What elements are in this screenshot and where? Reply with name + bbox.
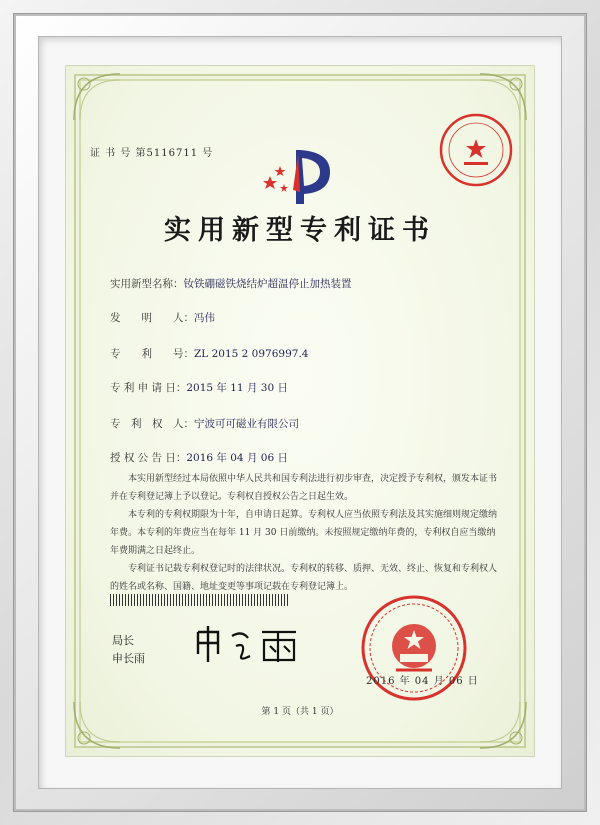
certificate-title: 实用新型专利证书 [164,215,436,246]
seal-date: 2016 年 04 月 06 日 [366,676,479,687]
director-name: 申长雨 [112,652,145,665]
barcode [110,594,290,606]
field-value: 钕铁硼磁铁烧结炉超温停止加热装置 [183,278,352,290]
field-patent-number [110,346,308,361]
field-value: 2015 年 11 月 30 日 [186,382,288,394]
field-patentee [110,416,299,431]
certificate-paper [66,66,534,756]
registration-stamp-icon [438,112,514,188]
paragraph-grant: 本实用新型经过本局依照中华人民共和国专利法进行初步审查，决定授予专利权，颁发本证书并在专利登记簿上予以登记。专利权自授权公告之日起生效。 [110,474,498,502]
field-grant-date [110,450,288,465]
paragraph-legal-status: 专利证书记载专利权登记时的法律状况。专利权的转移、质押、无效、终止、恢复和专利权人的姓名或名称、国籍、地址变更等事项记载在专利登记簿上。 [110,564,498,592]
field-utility-model-name [110,276,352,291]
field-inventor [110,310,215,325]
field-value: 冯伟 [194,312,215,324]
page-number: 第 1 页（共 1 页） [261,707,339,717]
paragraph-term: 本专利的专利权期限为十年，自申请日起算。专利权人应当依照专利法及其实施细则规定缴纳年费。本专利的年费应当在每年 11 月 30 日前缴纳。未按照规定缴纳年费的，专利权自应当缴纳年费期满之日起终止。 [110,510,498,556]
field-value: ZL 2015 2 0976997.4 [194,348,309,360]
director-signature [192,622,312,666]
field-application-date [110,380,288,395]
field-value: 2016 年 04 月 06 日 [186,452,288,464]
field-value: 宁波可可磁业有限公司 [194,418,299,430]
field-label: 实用新型名称： [110,278,184,290]
corner-ornament-top-left [70,70,124,124]
field-label: 发 明 人： [110,312,194,324]
field-label: 授 权 公 告 日： [110,452,187,464]
certificate-number: 证 书 号 第5116711 号 [90,148,214,159]
field-label: 专 利 号： [110,348,194,360]
field-label: 专 利 权 人： [110,418,194,430]
patent-office-logo-icon [260,146,340,206]
director-title: 局长 [112,634,134,647]
field-label: 专 利 申 请 日： [110,382,187,394]
